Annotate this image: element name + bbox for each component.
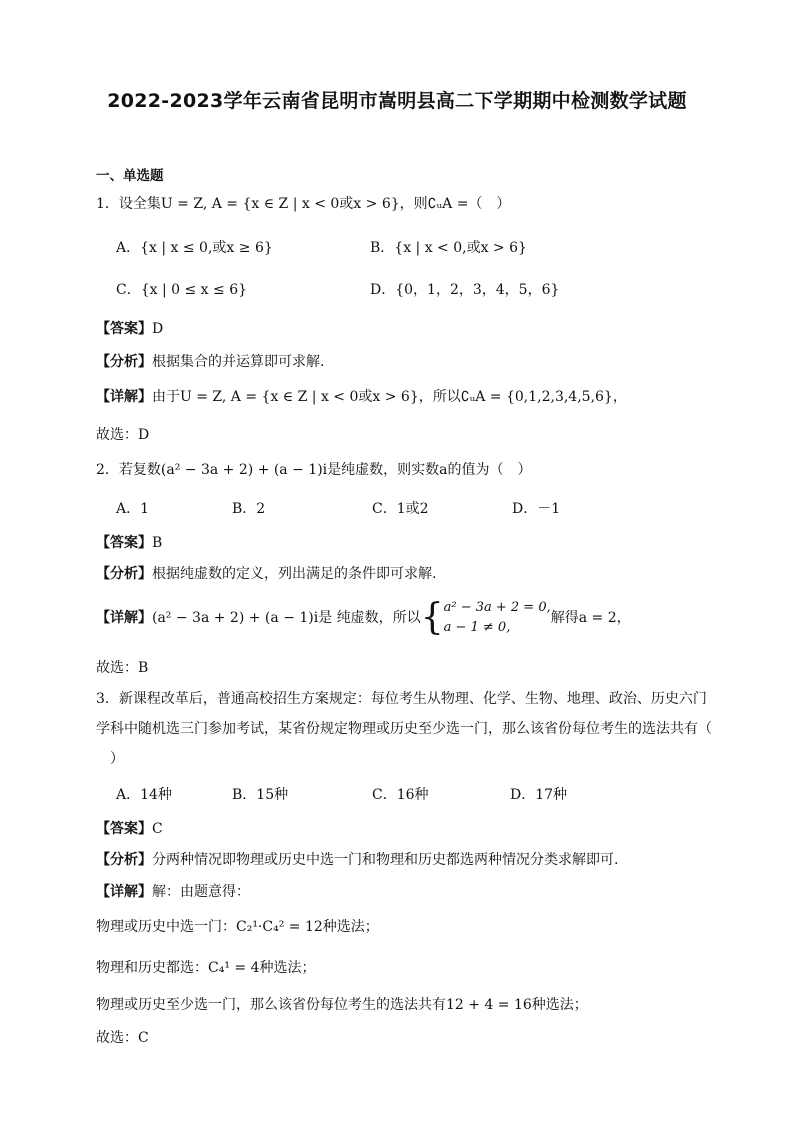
analysis-tag: 【分析】	[96, 852, 152, 868]
q2-option-b: B．2	[232, 501, 266, 517]
q2-option-d: D．－1	[512, 501, 561, 517]
q3-detail: 解：由题意得：	[152, 884, 250, 900]
q1-detail: 由于U = Z, A = {x ∈ Z | x < 0或x > 6}，所以∁ᵤA = {0,1,2,3,4,5,6}，	[152, 389, 627, 405]
q2-detail-line	[96, 598, 631, 638]
q1-option-c: C．{x | 0 ≤ x ≤ 6}	[116, 282, 248, 298]
q1-answer-line	[96, 318, 163, 338]
q3-step-3: 物理或历史至少选一门，那么该省份每位考生的选法共有12 + 4 = 16种选法；	[96, 997, 588, 1013]
q3-analysis-line	[96, 849, 618, 869]
section-heading: 一、单选题	[96, 168, 164, 184]
q1-analysis-line	[96, 351, 324, 371]
q2-answer-line	[96, 532, 162, 552]
equation-system	[421, 598, 551, 638]
analysis-tag: 【分析】	[96, 566, 152, 582]
q3-stem-line-2: 学科中随机选三门参加考试，某省份规定物理或历史至少选一门，那么该省份每位考生的选法共有（	[96, 721, 712, 737]
q1-stem: 1．设全集U = Z, A = {x ∈ Z | x < 0或x > 6}，则∁ᵤA =（ ）	[96, 196, 511, 212]
q1-analysis: 根据集合的并运算即可求解.	[152, 354, 325, 370]
q2-analysis-line	[96, 563, 436, 583]
page-title: 2022-2023学年云南省昆明市嵩明县高二下学期期中检测数学试题	[107, 90, 687, 112]
q3-option-b: B．15种	[232, 787, 289, 803]
q3-step-2: 物理和历史都选：C₄¹ = 4种选法；	[96, 960, 316, 976]
detail-tag: 【详解】	[96, 884, 152, 900]
q1-option-a: A．{x | x ≤ 0,或x ≥ 6}	[116, 240, 273, 256]
brace-icon: {	[420, 597, 444, 638]
analysis-tag: 【分析】	[96, 354, 152, 370]
q1-option-b: B．{x | x < 0,或x > 6}	[370, 240, 527, 256]
q3-stem-line-3: ）	[96, 751, 124, 767]
detail-tag: 【详解】	[96, 389, 152, 405]
q2-conclusion: 故选：B	[96, 660, 149, 676]
q2-option-c: C．1或2	[372, 501, 429, 517]
q2-analysis: 根据纯虚数的定义，列出满足的条件即可求解.	[152, 566, 437, 582]
q3-answer-line	[96, 818, 163, 838]
answer-tag: 【答案】	[96, 535, 152, 551]
q2-option-a: A．1	[116, 501, 150, 517]
q2-stem: 2．若复数(a² − 3a + 2) + (a − 1)i是纯虚数，则实数a的值为（ ）	[96, 462, 532, 478]
answer-tag: 【答案】	[96, 321, 152, 337]
q3-analysis: 分两种情况即物理或历史中选一门和物理和历史都选两种情况分类求解即可.	[152, 852, 619, 868]
answer-tag: 【答案】	[96, 821, 152, 837]
q1-conclusion: 故选：D	[96, 427, 150, 443]
q3-detail-line	[96, 881, 250, 901]
system-lines	[444, 598, 551, 638]
q2-detail-post: 解得a = 2，	[550, 610, 631, 626]
q3-conclusion: 故选：C	[96, 1030, 149, 1046]
system-line-1: a² − 3a + 2 = 0,	[443, 600, 551, 615]
detail-tag: 【详解】	[96, 610, 152, 626]
q2-detail-pre: (a² − 3a + 2) + (a − 1)i是 纯虚数，所以	[152, 610, 421, 626]
q3-answer: C	[152, 821, 163, 837]
q3-option-c: C．16种	[372, 787, 429, 803]
q2-answer: B	[152, 535, 163, 551]
system-line-2: a − 1 ≠ 0,	[443, 620, 511, 635]
q3-step-1: 物理或历史中选一门：C₂¹·C₄² = 12种选法；	[96, 919, 379, 935]
q1-option-d: D．{0，1，2，3，4，5，6}	[370, 282, 560, 298]
q3-option-a: A．14种	[116, 787, 172, 803]
q3-option-d: D．17种	[510, 787, 568, 803]
q1-detail-line	[96, 386, 627, 406]
q3-stem-line-1: 3．新课程改革后，普通高校招生方案规定：每位考生从物理、化学、生物、地理、政治、历史六门	[96, 691, 707, 707]
q1-answer: D	[152, 321, 164, 337]
